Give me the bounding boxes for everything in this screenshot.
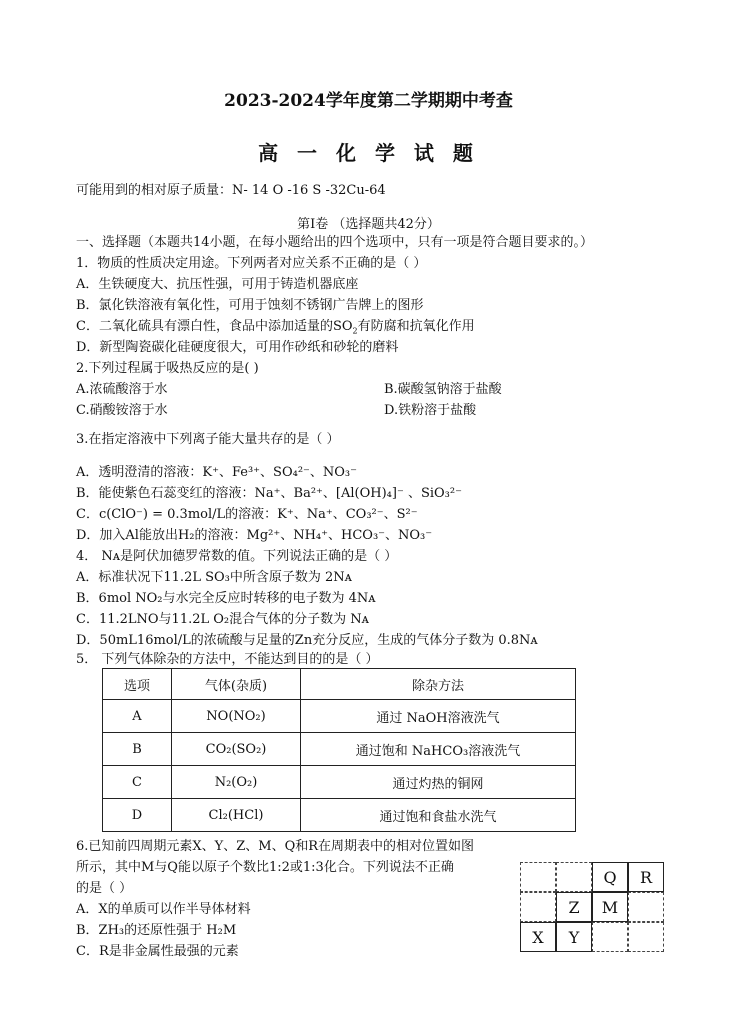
table-row [103, 733, 576, 766]
table-row [103, 799, 576, 832]
exam-main-title: 2023-2024学年度第二学期期中考查 [224, 91, 513, 111]
table-cell: N₂(O₂) [172, 766, 301, 799]
element-q-cell: Q [592, 862, 628, 892]
q2-option-c: C.硝酸铵溶于水 [76, 403, 168, 418]
element-z-cell: Z [556, 892, 592, 922]
table-cell: B [103, 733, 172, 766]
q1-stem: 1．物质的性质决定用途。下列两者对应关系不正确的是（ ） [76, 256, 427, 271]
table-cell: 通过饱和 NaHCO₃溶液洗气 [301, 733, 576, 766]
table-cell: 通过灼热的铜网 [301, 766, 576, 799]
q6-option-b: B．ZH₃的还原性强于 H₂M [76, 923, 237, 938]
q4-option-b: B．6mol NO₂与水完全反应时转移的电子数为 4Nᴀ [76, 591, 376, 606]
q3-option-a: A．透明澄清的溶液：K⁺、Fe³⁺、SO₄²⁻、NO₃⁻ [76, 465, 357, 480]
q6-stem-line2: 所示，其中M与Q能以原子个数比1:2或1:3化合。下列说法不正确 [76, 860, 454, 875]
grid-empty-cell [592, 922, 628, 952]
q1-option-c-sub: 2 [352, 326, 358, 336]
table-cell: Cl₂(HCl) [172, 799, 301, 832]
q6-option-c: C．R是非金属性最强的元素 [76, 944, 239, 959]
element-m-cell: M [592, 892, 628, 922]
q5-stem: 5． 下列气体除杂的方法中，不能达到目的的是（ ） [76, 652, 379, 667]
q2-stem: 2.下列过程属于吸热反应的是( ) [76, 361, 259, 376]
q2-option-d: D.铁粉溶于盐酸 [384, 403, 477, 418]
q2-option-b: B.碳酸氢钠溶于盐酸 [384, 382, 502, 397]
table-cell: 通过饱和食盐水洗气 [301, 799, 576, 832]
exam-subject-title: 高 一 化 学 试 题 [258, 141, 479, 165]
q1-option-c-post: 有防腐和抗氧化作用 [357, 319, 475, 334]
q6-option-a: A．X的单质可以作半导体材料 [76, 902, 251, 917]
q3-stem: 3.在指定溶液中下列离子能大量共存的是（ ） [76, 432, 340, 447]
grid-empty-cell [520, 862, 556, 892]
element-r-cell: R [628, 862, 664, 892]
q5-table [102, 668, 576, 832]
q2-option-a: A.浓硫酸溶于水 [76, 382, 168, 397]
table-cell: C [103, 766, 172, 799]
atomic-mass-line: 可能用到的相对原子质量：N- 14 O -16 S -32Cu-64 [76, 183, 386, 198]
table-cell: 通过 NaOH溶液洗气 [301, 700, 576, 733]
table-row [103, 766, 576, 799]
q1-option-b: B．氯化铁溶液有氧化性，可用于蚀刻不锈钢广告牌上的图形 [76, 298, 424, 313]
q4-option-a: A．标准状况下11.2L SO₃中所含原子数为 2Nᴀ [76, 570, 352, 585]
q6-stem-line1: 6.已知前四周期元素X、Y、Z、M、Q和R在周期表中的相对位置如图 [76, 839, 475, 854]
q4-option-c: C．11.2LNO与11.2L O₂混合气体的分子数为 Nᴀ [76, 612, 369, 627]
q3-option-c: C．c(ClO⁻) = 0.3mol/L的溶液：K⁺、Na⁺、CO₃²⁻、S²⁻ [76, 507, 418, 522]
periodic-table-fragment [520, 862, 664, 954]
table-header-cell: 气体(杂质) [172, 669, 301, 700]
section-title: 第Ⅰ卷 （选择题共42分） [297, 217, 440, 232]
table-row [103, 700, 576, 733]
table-header-row [103, 669, 576, 700]
element-y-cell: Y [556, 922, 592, 952]
table-cell: D [103, 799, 172, 832]
q1-option-d: D．新型陶瓷碳化硅硬度很大，可用作砂纸和砂轮的磨料 [76, 340, 399, 355]
grid-empty-cell [520, 892, 556, 922]
q6-stem-line3: 的是（ ） [76, 881, 133, 896]
grid-empty-cell [628, 892, 664, 922]
q4-option-d: D．50mL16mol/L的浓硫酸与足量的Zn充分反应，生成的气体分子数为 0.8Nᴀ [76, 633, 538, 648]
section-instruction: 一、选择题（本题共14小题，在每小题给出的四个选项中，只有一项是符合题目要求的。） [76, 235, 594, 250]
q3-option-b: B．能使紫色石蕊变红的溶液：Na⁺、Ba²⁺、[Al(OH)₄]⁻ 、SiO₃²⁻ [76, 486, 462, 501]
grid-empty-cell [628, 922, 664, 952]
table-header-cell: 除杂方法 [301, 669, 576, 700]
table-header-cell: 选项 [103, 669, 172, 700]
table-cell: CO₂(SO₂) [172, 733, 301, 766]
q1-option-c [76, 318, 475, 336]
element-x-cell: X [520, 922, 556, 952]
q1-option-a: A．生铁硬度大、抗压性强，可用于铸造机器底座 [76, 277, 359, 292]
grid-empty-cell [556, 862, 592, 892]
q1-option-c-pre: C．二氧化硫具有漂白性，食品中添加适量的SO [76, 319, 353, 334]
q4-stem: 4． Nᴀ是阿伏加德罗常数的值。下列说法正确的是（ ） [76, 549, 398, 564]
table-cell: A [103, 700, 172, 733]
table-cell: NO(NO₂) [172, 700, 301, 733]
q3-option-d: D．加入Al能放出H₂的溶液：Mg²⁺、NH₄⁺、HCO₃⁻、NO₃⁻ [76, 528, 433, 543]
